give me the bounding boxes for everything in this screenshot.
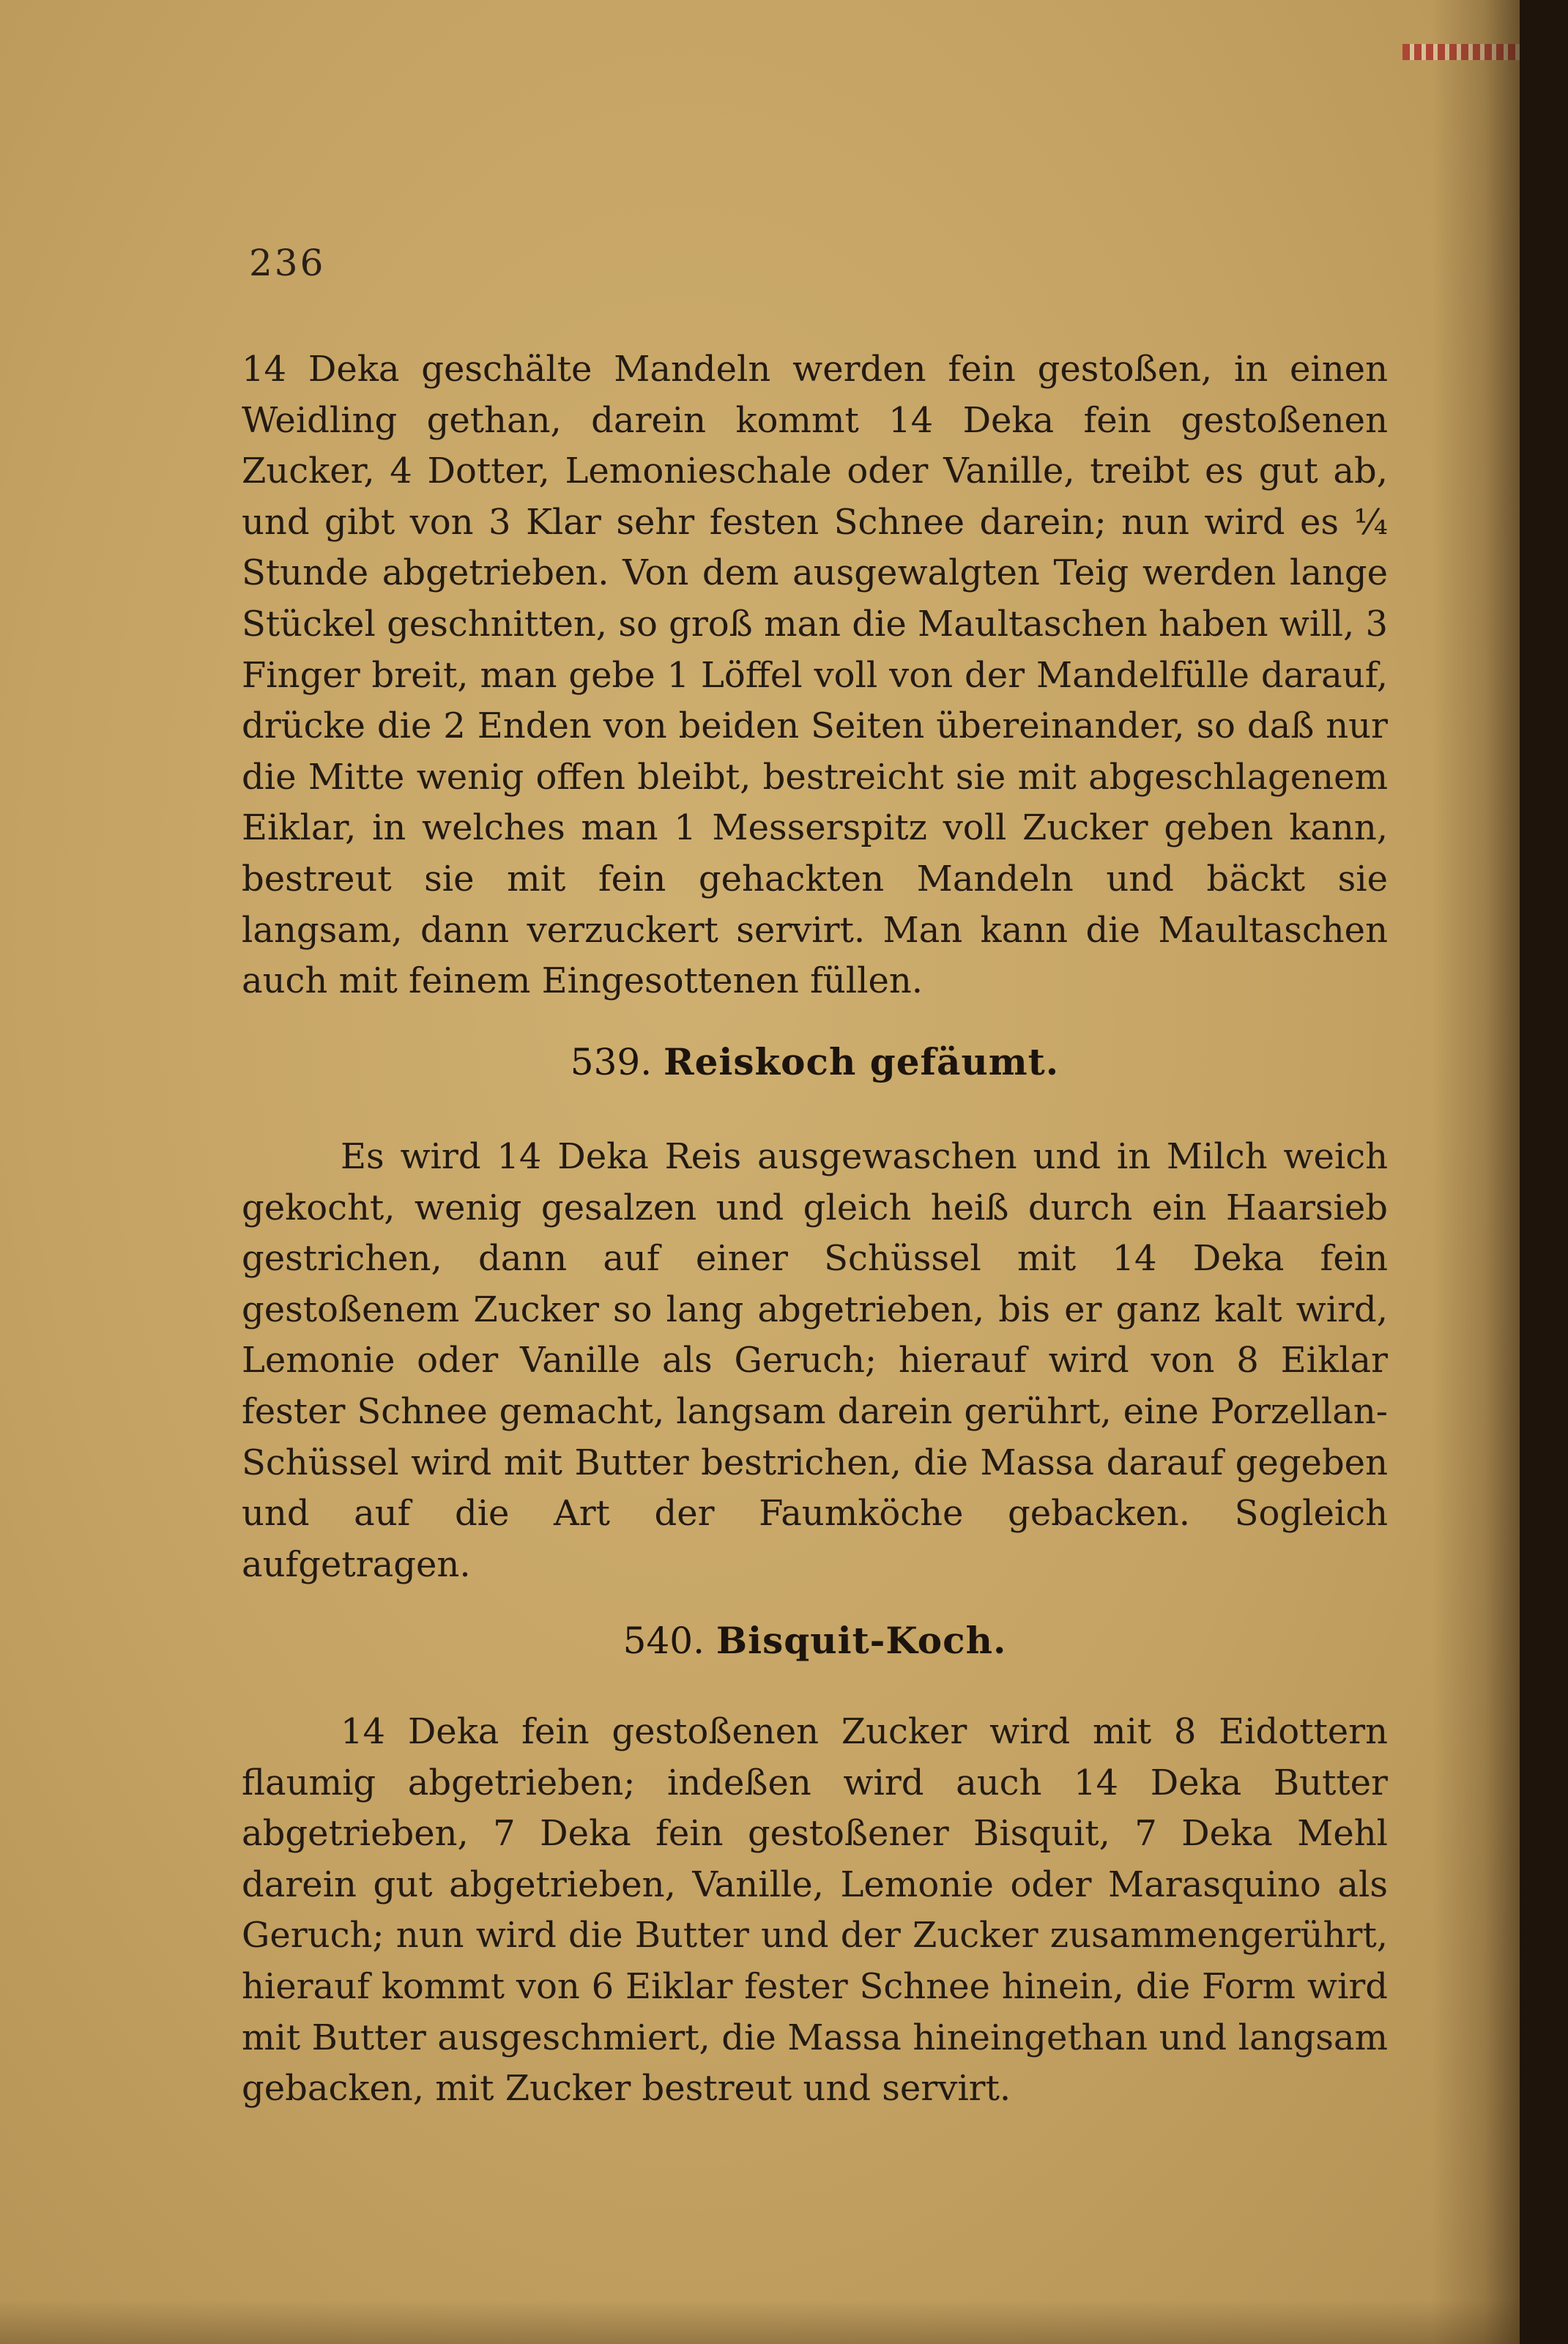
page-number: 236 — [249, 242, 326, 284]
recipe-heading-540 — [242, 1619, 1388, 1663]
recipe-text: 14 Deka fein gestoßenen Zucker wird mit 8 Eidottern flaumig abgetrieben; indeßen wird auch 14 Deka Butter abgetrieben, 7 Deka fein gestoßener Bisquit, 7 Deka Mehl darein gut abgetrieben, Vanille, Lemonie oder Marasquino als Geruch; nun wird die Butter und der Zucker zusammengerührt, hierauf kommt von 6 Eiklar fester Schnee hinein, die Form wird mit Butter ausgeschmiert, die Massa hineingethan und langsam gebacken, mit Zucker bestreut und servirt. — [242, 1711, 1388, 2110]
recipe-title: Bisquit-Koch. — [716, 1619, 1007, 1662]
page-edges — [0, 2300, 1520, 2344]
recipe-text: Es wird 14 Deka Reis ausgewaschen und in Milch weich gekocht, wenig gesalzen und gleich heiß durch ein Haarsieb gestrichen, dann auf einer Schüssel mit 14 Deka fein gestoßenem Zucker so lang abgetrieben, bis er ganz kalt wird, Lemonie oder Vanille als Geruch; hierauf wird von 8 Eiklar fester Schnee gemacht, langsam darein gerührt, eine Porzellan-Schüssel wird mit Butter bestrichen, die Massa darauf gegeben und auf die Art der Faumköche gebacken. Sogleich aufgetragen. — [242, 1136, 1388, 1585]
recipe-title: Reiskoch gefäumt. — [664, 1040, 1060, 1083]
recipe-body-540 — [242, 1707, 1388, 2115]
intro-text: 14 Deka geschälte Mandeln werden fein gestoßen, in einen Weidling gethan, darein kommt 14 Deka fein gestoßenen Zucker, 4 Dotter, Lemonieschale oder Vanille, treibt es gut ab, und gibt von 3 Klar sehr festen Schnee darein; nun wird es ¼ Stunde abgetrieben. Von dem ausgewalgten Teig werden lange Stückel geschnitten, so groß man die Maultaschen haben will, 3 Finger breit, man gebe 1 Löffel voll von der Mandelfülle darauf, drücke die 2 Enden von beiden Seiten übereinander, so daß nur die Mitte wenig offen bleibt, bestreicht sie mit abgeschlagenem Eiklar, in welches man 1 Messerspitz voll Zucker geben kann, bestreut sie mit fein gehackten Mandeln und bäckt sie langsam, dann verzuckert servirt. Man kann die Maultaschen auch mit feinem Eingesottenen füllen. — [242, 349, 1389, 1002]
spine-shadow — [1432, 0, 1520, 2344]
recipe-number: 540. — [623, 1620, 705, 1662]
recipe-body-539 — [242, 1132, 1388, 1590]
recipe-number: 539. — [570, 1041, 653, 1083]
recipe-heading-539 — [242, 1040, 1388, 1084]
intro-paragraph — [242, 344, 1388, 1007]
